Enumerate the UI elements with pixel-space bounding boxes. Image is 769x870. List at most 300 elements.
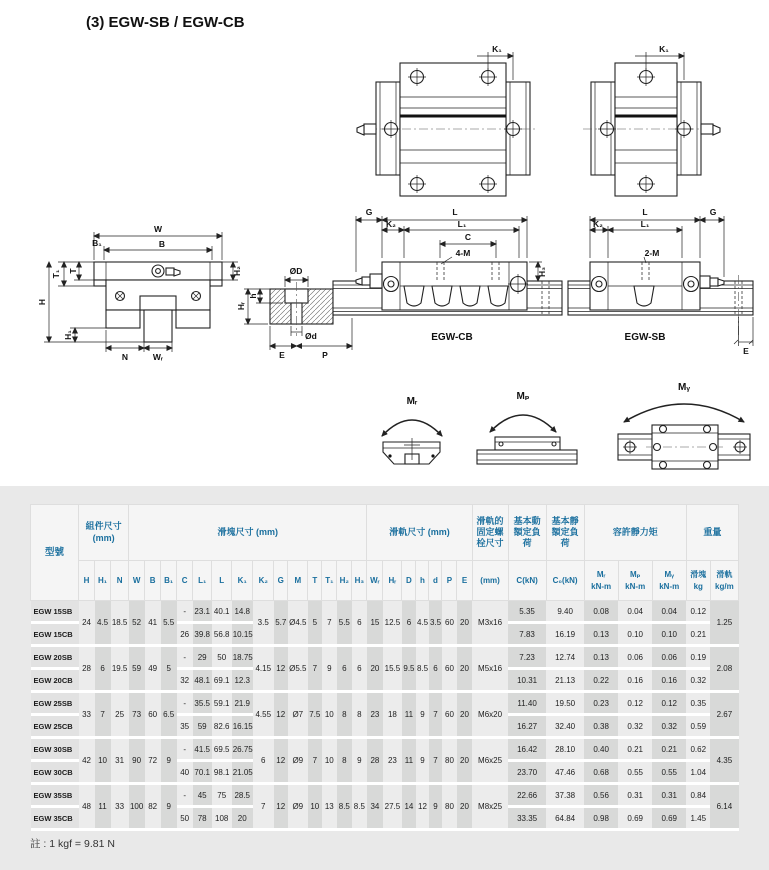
spec-cell: 0.55 (618, 761, 652, 784)
spec-cell: 14.8 (232, 601, 253, 623)
spec-cell: 0.21 (686, 623, 710, 646)
spec-cell: 31 (111, 738, 129, 784)
spec-cell: 60 (145, 692, 161, 738)
model-cell: EGW 20CB (31, 669, 79, 692)
spec-cell: 0.55 (652, 761, 686, 784)
moment-label-my: Mᵧ (678, 382, 690, 393)
spec-cell: 2.08 (710, 646, 738, 692)
spec-cell: 7 (429, 692, 442, 738)
column-header: Mᵣ kN-m (584, 561, 618, 601)
moment-mp (477, 391, 577, 464)
spec-cell: 20 (457, 784, 472, 830)
column-header: T₁ (322, 561, 337, 601)
spec-cell: 29 (193, 646, 212, 669)
column-header: K₁ (232, 561, 253, 601)
column-header: H₁ (95, 561, 111, 601)
spec-cell: 3.5 (253, 601, 274, 646)
spec-cell: 1.25 (710, 601, 738, 646)
spec-cell: 41.5 (193, 738, 212, 761)
spec-cell: 12.3 (232, 669, 253, 692)
spec-cell: - (177, 692, 193, 715)
spec-cell: 25 (111, 692, 129, 738)
table-row (31, 784, 739, 807)
spec-cell: 18.5 (111, 601, 129, 646)
dim-label-t: T (68, 268, 78, 274)
spec-cell: 16.19 (546, 623, 584, 646)
model-cell: EGW 15CB (31, 623, 79, 646)
column-header: B₁ (161, 561, 177, 601)
spec-cell: Ø4.5 (288, 601, 308, 646)
column-header: B (145, 561, 161, 601)
spec-cell: 34 (367, 784, 383, 830)
spec-cell: 10 (322, 692, 337, 738)
spec-cell: Ø9 (288, 784, 308, 830)
spec-cell: 0.35 (686, 692, 710, 715)
spec-cell: 47.46 (546, 761, 584, 784)
spec-cell: 0.19 (686, 646, 710, 669)
spec-cell: 0.06 (618, 646, 652, 669)
spec-cell: 0.22 (584, 669, 618, 692)
column-group-block: 滑塊尺寸 (mm) (129, 505, 367, 561)
dim-label-k2: K₂ (386, 219, 396, 229)
column-header: L₁ (193, 561, 212, 601)
spec-cell: 11 (402, 738, 416, 784)
spec-cell: 50 (212, 646, 232, 669)
spec-cell: 10.31 (508, 669, 546, 692)
spec-cell: 6.14 (710, 784, 738, 830)
dim-label-2m: 2-M (644, 248, 660, 258)
model-cell: EGW 30CB (31, 761, 79, 784)
spec-cell: 8 (337, 692, 352, 738)
spec-cell: 0.98 (584, 807, 618, 830)
spec-cell: 11 (402, 692, 416, 738)
model-cell: EGW 25SB (31, 692, 79, 715)
column-header: H₂ (337, 561, 352, 601)
spec-cell: 80 (442, 738, 457, 784)
spec-cell: 12 (274, 692, 288, 738)
spec-cell: 0.69 (618, 807, 652, 830)
spec-cell: M8x25 (472, 784, 508, 830)
column-header: H (79, 561, 95, 601)
spec-cell: 0.21 (652, 738, 686, 761)
spec-cell: 5.5 (161, 601, 177, 646)
spec-cell: 5.35 (508, 601, 546, 623)
spec-cell: 28 (79, 646, 95, 692)
spec-cell: 23 (367, 692, 383, 738)
spec-table-body (31, 601, 739, 830)
spec-cell: 7 (322, 601, 337, 646)
column-header: 滑軌 kg/m (710, 561, 738, 601)
moment-label-mp: Mₚ (516, 391, 530, 402)
spec-cell: 11.40 (508, 692, 546, 715)
spec-cell: 1.04 (686, 761, 710, 784)
table-row (31, 646, 739, 669)
column-header: C₀(kN) (546, 561, 584, 601)
view-caption: EGW-SB (624, 332, 666, 343)
spec-cell: 0.21 (618, 738, 652, 761)
spec-cell: - (177, 784, 193, 807)
spec-cell: 0.23 (584, 692, 618, 715)
spec-cell: 0.56 (584, 784, 618, 807)
column-header: Mᵧ kN-m (652, 561, 686, 601)
spec-cell: 9 (416, 738, 429, 784)
spec-cell: Ø5.5 (288, 646, 308, 692)
spec-cell: 7.23 (508, 646, 546, 669)
spec-cell: 1.45 (686, 807, 710, 830)
spec-cell: 82.6 (212, 715, 232, 738)
table-row (31, 738, 739, 761)
spec-cell: 0.32 (618, 715, 652, 738)
unit-note: 註 : 1 kgf = 9.81 N (30, 838, 115, 850)
spec-cell: 16.27 (508, 715, 546, 738)
spec-cell: 9.40 (546, 601, 584, 623)
dim-label-g: G (365, 207, 373, 217)
cross-section-view (37, 224, 242, 362)
column-header: C(kN) (508, 561, 546, 601)
spec-cell: 0.68 (584, 761, 618, 784)
spec-cell: 0.31 (652, 784, 686, 807)
spec-cell: 26 (177, 623, 193, 646)
column-group-static-load: 基本靜額定負荷 (546, 505, 584, 561)
spec-cell: 9 (161, 738, 177, 784)
column-header: Mₚ kN-m (618, 561, 652, 601)
spec-cell: 20 (457, 646, 472, 692)
spec-cell: Ø9 (288, 738, 308, 784)
column-header: 滑塊 kg (686, 561, 710, 601)
spec-cell: 0.31 (618, 784, 652, 807)
spec-cell: 7 (308, 646, 322, 692)
dim-label-hr: Hᵣ (236, 301, 246, 311)
spec-cell: 8.5 (352, 784, 367, 830)
spec-cell: 6 (352, 601, 367, 646)
spec-cell: 82 (145, 784, 161, 830)
spec-cell: 0.12 (652, 692, 686, 715)
moment-mr (382, 396, 442, 464)
spec-cell: 80 (442, 784, 457, 830)
dim-label-4m: 4-M (455, 248, 471, 258)
column-group-rail: 滑軌尺寸 (mm) (367, 505, 472, 561)
column-header: Hᵣ (383, 561, 402, 601)
spec-cell: 23.1 (193, 601, 212, 623)
spec-cell: 3.5 (429, 601, 442, 646)
spec-cell: 0.10 (652, 623, 686, 646)
dim-label-h2: H₂ (232, 266, 242, 276)
column-header: h (416, 561, 429, 601)
dim-label-k1: K₁ (659, 44, 669, 54)
spec-cell: 48 (79, 784, 95, 830)
spec-cell: M6x25 (472, 738, 508, 784)
spec-table-panel (0, 486, 769, 870)
spec-cell: 8 (352, 692, 367, 738)
spec-cell: 23 (383, 738, 402, 784)
spec-cell: 35.5 (193, 692, 212, 715)
spec-cell: 0.62 (686, 738, 710, 761)
spec-cell: 9 (322, 646, 337, 692)
dim-label-l: L (452, 207, 458, 217)
model-cell: EGW 15SB (31, 601, 79, 623)
spec-cell: 23.70 (508, 761, 546, 784)
spec-cell: 0.13 (584, 646, 618, 669)
spec-cell: 27.5 (383, 784, 402, 830)
spec-cell: 6 (352, 646, 367, 692)
column-header: T (308, 561, 322, 601)
spec-cell: 10.15 (232, 623, 253, 646)
spec-cell: 7.5 (308, 692, 322, 738)
spec-cell: 4.5 (416, 601, 429, 646)
dim-label-p: P (322, 350, 328, 360)
spec-cell: 10 (308, 784, 322, 830)
spec-cell: M3x16 (472, 601, 508, 646)
spec-cell: 0.84 (686, 784, 710, 807)
spec-cell: 21.13 (546, 669, 584, 692)
dim-label-l1: L₁ (457, 219, 467, 229)
spec-cell: 59 (129, 646, 145, 692)
spec-cell: M5x16 (472, 646, 508, 692)
spec-cell: 60 (442, 646, 457, 692)
spec-cell: 64.84 (546, 807, 584, 830)
spec-cell: 21.9 (232, 692, 253, 715)
spec-cell: 33 (79, 692, 95, 738)
top-view-egw-cb (357, 44, 538, 196)
column-group-assembly: 組件尺寸 (mm) (79, 505, 129, 561)
dim-label-n: N (121, 352, 129, 362)
spec-cell: 0.16 (652, 669, 686, 692)
spec-cell: 40 (177, 761, 193, 784)
spec-cell: 16.15 (232, 715, 253, 738)
spec-cell: 0.04 (652, 601, 686, 623)
column-header: L (212, 561, 232, 601)
spec-cell: 32.40 (546, 715, 584, 738)
spec-cell: 4.5 (95, 601, 111, 646)
spec-cell: 26.75 (232, 738, 253, 761)
spec-cell: 0.08 (584, 601, 618, 623)
spec-cell: 20 (457, 738, 472, 784)
spec-cell: 12 (274, 738, 288, 784)
column-header: K₂ (253, 561, 274, 601)
dim-label-h1: H₁ (63, 330, 73, 340)
spec-cell: 50 (177, 807, 193, 830)
spec-cell: 28 (367, 738, 383, 784)
dim-label-od: ØD (289, 266, 303, 276)
spec-cell: 0.32 (652, 715, 686, 738)
dim-label-g: G (709, 207, 717, 217)
spec-cell: 7.83 (508, 623, 546, 646)
spec-cell: 11 (95, 784, 111, 830)
view-caption: EGW-CB (431, 332, 473, 343)
spec-cell: 8 (337, 738, 352, 784)
spec-cell: 20 (457, 692, 472, 738)
dim-label-k1: K₁ (492, 44, 502, 54)
dim-label-l: L (642, 207, 648, 217)
spec-cell: 0.38 (584, 715, 618, 738)
spec-cell: 6.5 (161, 692, 177, 738)
spec-cell: 41 (145, 601, 161, 646)
spec-cell: 73 (129, 692, 145, 738)
spec-cell: 0.32 (686, 669, 710, 692)
roller-boots (634, 286, 654, 306)
spec-cell: 56.8 (212, 623, 232, 646)
spec-cell: 39.8 (193, 623, 212, 646)
spec-cell: 0.13 (584, 623, 618, 646)
side-view-egw-cb (333, 207, 562, 343)
model-cell: EGW 25CB (31, 715, 79, 738)
spec-cell: 18 (383, 692, 402, 738)
spec-cell: 33 (111, 784, 129, 830)
dim-label-e: E (743, 346, 749, 356)
spec-cell: 0.06 (652, 646, 686, 669)
dim-label-wr: Wᵣ (152, 352, 164, 362)
dim-label-k2: K₂ (593, 219, 603, 229)
spec-cell: 48.1 (193, 669, 212, 692)
spec-cell: 7 (429, 738, 442, 784)
spec-cell: 9 (429, 784, 442, 830)
spec-cell: 6 (337, 646, 352, 692)
spec-cell: 8.5 (416, 646, 429, 692)
top-view-egw-sb (583, 44, 720, 196)
spec-cell: 0.10 (618, 623, 652, 646)
column-group-bolt: 滑軌的固定螺栓尺寸 (472, 505, 508, 561)
column-header: C (177, 561, 193, 601)
column-header: M (288, 561, 308, 601)
spec-cell: 75 (212, 784, 232, 807)
model-cell: EGW 30SB (31, 738, 79, 761)
spec-cell: 45 (193, 784, 212, 807)
spec-cell: 20 (232, 807, 253, 830)
spec-cell: 20 (367, 646, 383, 692)
spec-cell: 12.5 (383, 601, 402, 646)
spec-cell: 0.04 (618, 601, 652, 623)
spec-cell: 33.35 (508, 807, 546, 830)
spec-cell: 60 (442, 692, 457, 738)
spec-cell: 6 (95, 646, 111, 692)
spec-cell: 59.1 (212, 692, 232, 715)
spec-cell: 7 (95, 692, 111, 738)
table-row (31, 601, 739, 623)
spec-cell: 9 (161, 784, 177, 830)
spec-cell: 20 (457, 601, 472, 646)
spec-cell: 70.1 (193, 761, 212, 784)
spec-cell: 5 (161, 646, 177, 692)
column-group-static-moment: 容許靜力矩 (584, 505, 686, 561)
spec-cell: 0.69 (652, 807, 686, 830)
table-row (31, 692, 739, 715)
spec-cell: 49 (145, 646, 161, 692)
spec-cell: 0.40 (584, 738, 618, 761)
spec-cell: 8.5 (337, 784, 352, 830)
model-cell: EGW 20SB (31, 646, 79, 669)
dim-label-w: W (153, 224, 163, 234)
column-header: N (111, 561, 129, 601)
dim-label-l1: L₁ (640, 219, 650, 229)
spec-cell: 18.75 (232, 646, 253, 669)
column-header: d (429, 561, 442, 601)
spec-cell: 9 (352, 738, 367, 784)
spec-cell: 52 (129, 601, 145, 646)
model-cell: EGW 35CB (31, 807, 79, 830)
spec-cell: 12.74 (546, 646, 584, 669)
spec-cell: 24 (79, 601, 95, 646)
side-view-egw-sb (568, 207, 753, 356)
grease-nipple-icon (701, 124, 720, 135)
column-header: G (274, 561, 288, 601)
spec-cell: Ø7 (288, 692, 308, 738)
spec-cell: 32 (177, 669, 193, 692)
spec-cell: 69.5 (212, 738, 232, 761)
spec-cell: 35 (177, 715, 193, 738)
page-title: (3) EGW-SB / EGW-CB (86, 14, 245, 31)
spec-cell: 90 (129, 738, 145, 784)
moment-my (618, 382, 750, 469)
spec-cell: 59 (193, 715, 212, 738)
column-header: (mm) (472, 561, 508, 601)
spec-cell: 9 (416, 692, 429, 738)
column-header: D (402, 561, 416, 601)
spec-cell: M6x20 (472, 692, 508, 738)
spec-cell: 12 (274, 784, 288, 830)
spec-cell: 22.66 (508, 784, 546, 807)
spec-cell: 9.5 (402, 646, 416, 692)
spec-cell: 28.10 (546, 738, 584, 761)
spec-cell: 0.12 (618, 692, 652, 715)
model-cell: EGW 35SB (31, 784, 79, 807)
spec-cell: 0.12 (686, 601, 710, 623)
spec-cell: - (177, 646, 193, 669)
spec-cell: 10 (322, 738, 337, 784)
spec-cell: 108 (212, 807, 232, 830)
moment-diagrams (382, 382, 750, 469)
spec-cell: 37.38 (546, 784, 584, 807)
spec-cell: 2.67 (710, 692, 738, 738)
spec-cell: 6 (429, 646, 442, 692)
spec-cell: 72 (145, 738, 161, 784)
spec-cell: 7 (253, 784, 274, 830)
spec-cell: 78 (193, 807, 212, 830)
column-group-dynamic-load: 基本動額定負荷 (508, 505, 546, 561)
spec-cell: 14 (402, 784, 416, 830)
technical-drawings (0, 40, 769, 486)
spec-table (30, 504, 739, 831)
grease-nipple-icon (357, 124, 376, 135)
spec-cell: 4.55 (253, 692, 274, 738)
spec-cell: 10 (95, 738, 111, 784)
spec-cell: 15.5 (383, 646, 402, 692)
spec-cell: - (177, 738, 193, 761)
spec-cell: 0.16 (618, 669, 652, 692)
dim-label-h: h (248, 293, 258, 299)
spec-cell: 15 (367, 601, 383, 646)
column-group-weight: 重量 (686, 505, 738, 561)
spec-cell: 19.50 (546, 692, 584, 715)
dim-label-c: C (464, 232, 472, 242)
spec-cell: 5.7 (274, 601, 288, 646)
column-header: H₃ (352, 561, 367, 601)
spec-cell: 4.15 (253, 646, 274, 692)
spec-cell: 7 (308, 738, 322, 784)
spec-cell: 21.05 (232, 761, 253, 784)
spec-cell: 12 (416, 784, 429, 830)
dim-label-b: B (158, 239, 166, 249)
spec-cell: 60 (442, 601, 457, 646)
dim-label-h3: H₃ (537, 266, 547, 278)
column-header: E (457, 561, 472, 601)
spec-cell: 5.5 (337, 601, 352, 646)
spec-cell: 40.1 (212, 601, 232, 623)
dim-label-e: E (279, 350, 285, 360)
spec-table-header (31, 505, 739, 601)
spec-cell: 6 (402, 601, 416, 646)
spec-cell: 5 (308, 601, 322, 646)
dim-label-t1: T₁ (51, 269, 61, 279)
